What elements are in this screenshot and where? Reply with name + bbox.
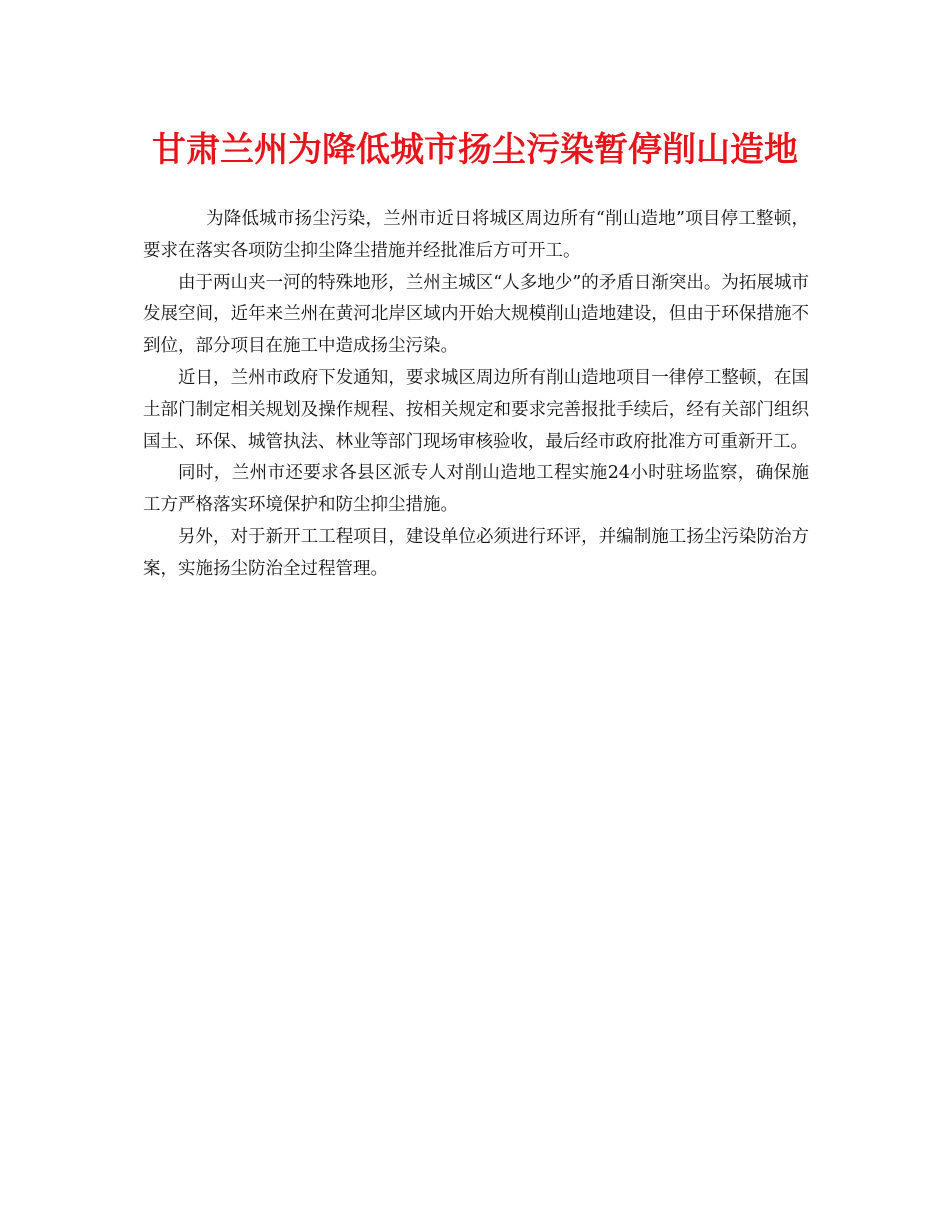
- paragraph-2: 由于两山夹一河的特殊地形，兰州主城区“人多地少”的矛盾日渐突出。为拓展城市发展空间，近年来兰州在黄河北岸区域内开始大规模削山造地建设，但由于环保措施不到位，部分项目在施工中造成扬尘污染。: [143, 272, 809, 357]
- document-body: [143, 204, 809, 586]
- document-title: 甘肃兰州为降低城市扬尘污染暂停削山造地: [152, 130, 798, 170]
- paragraph-5: 另外，对于新开工工程项目，建设单位必须进行环评，并编制施工扬尘污染防治方案，实施扬尘防治全过程管理。: [143, 526, 809, 579]
- paragraph-1: 为降低城市扬尘污染，兰州市近日将城区周边所有“削山造地”项目停工整顿，要求在落实各项防尘抑尘降尘措施并经批准后方可开工。: [143, 209, 809, 261]
- paragraph-3: 近日，兰州市政府下发通知，要求城区周边所有削山造地项目一律停工整顿，在国土部门制定相关规划及操作规程、按相关规定和要求完善报批手续后，经有关部门组织国土、环保、城管执法、林业等部门现场审核验收，最后经市政府批准方可重新开工。: [143, 367, 809, 452]
- paragraph-4: 同时，兰州市还要求各县区派专人对削山造地工程实施24小时驻场监察，确保施工方严格落实环境保护和防尘抑尘措施。: [143, 463, 809, 516]
